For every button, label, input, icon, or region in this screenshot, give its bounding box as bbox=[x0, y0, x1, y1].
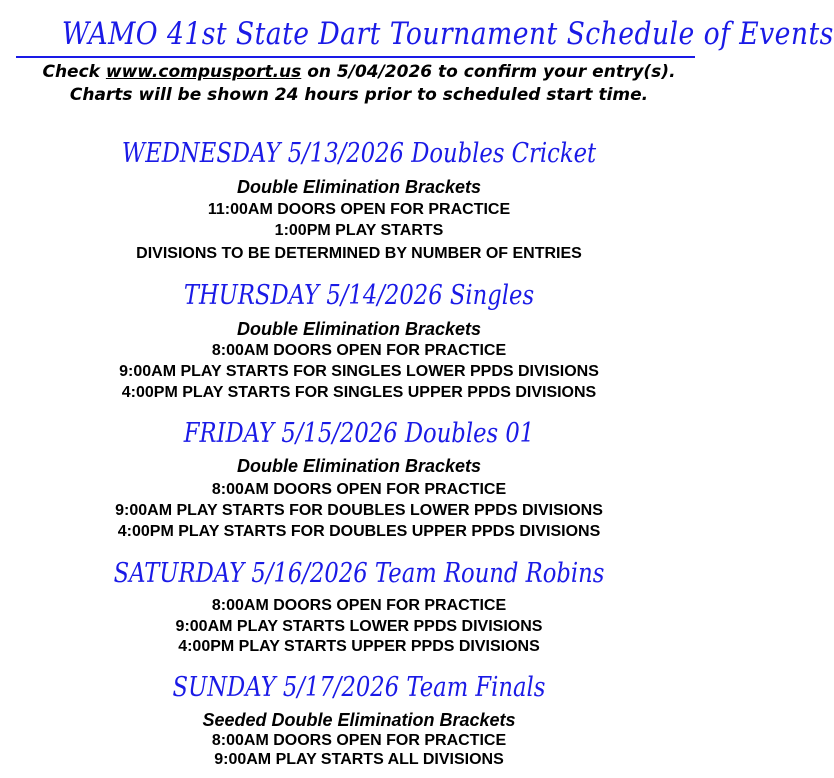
title-underline bbox=[16, 56, 695, 58]
schedule-line: 9:00AM PLAY STARTS FOR SINGLES LOWER PPDS DIVISIONS bbox=[119, 363, 599, 380]
day-heading-thursday: THURSDAY 5/14/2026 Singles bbox=[183, 280, 535, 311]
schedule-line: 8:00AM DOORS OPEN FOR PRACTICE bbox=[211, 597, 507, 614]
intro-line-2: Charts will be shown 24 hours prior to scheduled start time. bbox=[69, 85, 649, 105]
day-heading-saturday: SATURDAY 5/16/2026 Team Round Robins bbox=[113, 558, 605, 589]
schedule-line: 9:00AM PLAY STARTS ALL DIVISIONS bbox=[214, 751, 504, 768]
schedule-line: 4:00PM PLAY STARTS FOR DOUBLES UPPER PPDS DIVISIONS bbox=[117, 523, 601, 540]
intro-text-after: on 5/04/2026 to confirm your entry(s). bbox=[307, 62, 676, 82]
schedule-line: 4:00PM PLAY STARTS FOR SINGLES UPPER PPDS DIVISIONS bbox=[121, 384, 597, 401]
day-subtitle-friday: Double Elimination Brackets bbox=[236, 456, 482, 476]
day-heading-sunday: SUNDAY 5/17/2026 Team Finals bbox=[172, 672, 546, 703]
schedule-line: 8:00AM DOORS OPEN FOR PRACTICE bbox=[211, 732, 507, 749]
intro-line-1 bbox=[0, 61, 718, 83]
schedule-line: 11:00AM DOORS OPEN FOR PRACTICE bbox=[207, 201, 511, 218]
schedule-line: 8:00AM DOORS OPEN FOR PRACTICE bbox=[211, 342, 507, 359]
schedule-line: 9:00AM PLAY STARTS FOR DOUBLES LOWER PPDS DIVISIONS bbox=[115, 502, 603, 519]
day-subtitle-thursday: Double Elimination Brackets bbox=[236, 319, 482, 339]
day-subtitle-wednesday: Double Elimination Brackets bbox=[236, 177, 482, 197]
day-heading-friday: FRIDAY 5/15/2026 Doubles 01 bbox=[183, 418, 535, 449]
schedule-line: 4:00PM PLAY STARTS UPPER PPDS DIVISIONS bbox=[178, 638, 540, 655]
schedule-line: 9:00AM PLAY STARTS LOWER PPDS DIVISIONS bbox=[175, 618, 543, 635]
intro-text-before: Check bbox=[42, 62, 100, 82]
schedule-line: 1:00PM PLAY STARTS bbox=[274, 222, 444, 239]
day-subtitle-sunday: Seeded Double Elimination Brackets bbox=[202, 710, 516, 730]
schedule-line: DIVISIONS TO BE DETERMINED BY NUMBER OF ENTRIES bbox=[136, 245, 582, 262]
day-heading-wednesday: WEDNESDAY 5/13/2026 Doubles Cricket bbox=[121, 138, 597, 169]
compusport-link[interactable]: www.compusport.us bbox=[105, 62, 302, 82]
schedule-line: 8:00AM DOORS OPEN FOR PRACTICE bbox=[211, 481, 507, 498]
page-title: WAMO 41st State Dart Tournament Schedule of Events bbox=[61, 16, 834, 52]
